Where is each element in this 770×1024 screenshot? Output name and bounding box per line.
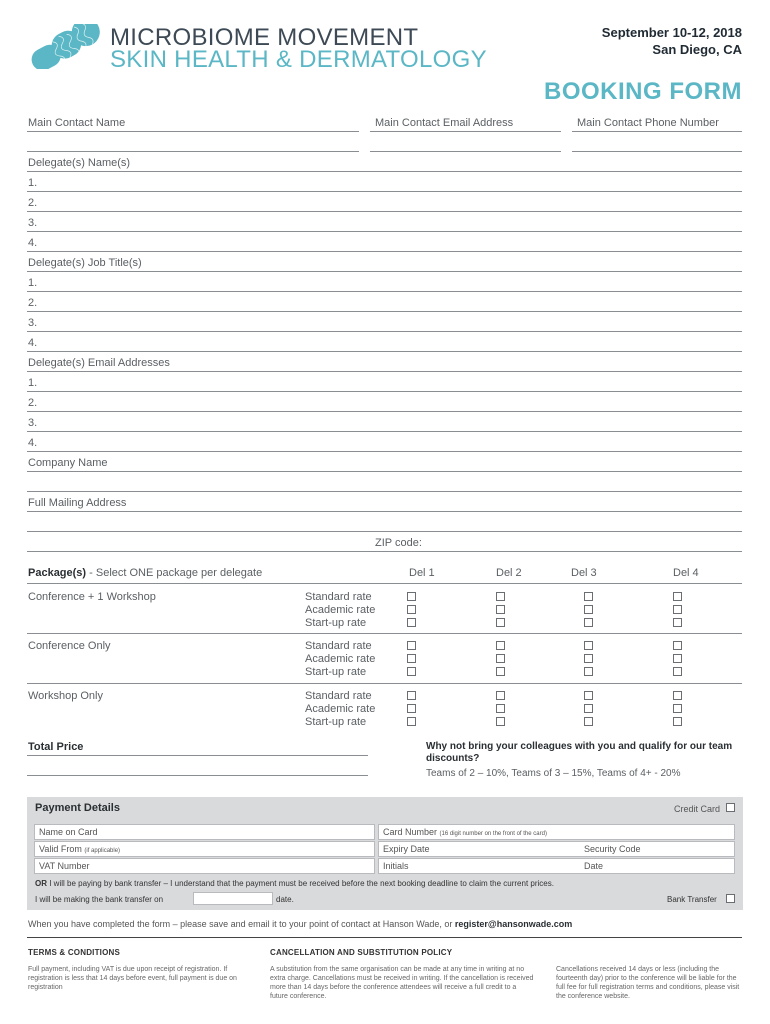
company-name-field[interactable] xyxy=(27,471,742,472)
form-title: BOOKING FORM xyxy=(544,78,742,105)
main-contact-phone-field[interactable] xyxy=(572,151,742,152)
date-label: Date xyxy=(584,861,604,871)
checkbox-g1-standard-del2[interactable] xyxy=(496,592,505,601)
del-2-column: Del 2 xyxy=(496,567,522,579)
delegate-email-2: 2. xyxy=(28,397,38,409)
initials-date-row[interactable] xyxy=(378,858,735,874)
delegate-titles-label: Delegate(s) Job Title(s) xyxy=(28,257,142,269)
delegate-email-field-1[interactable] xyxy=(27,391,742,392)
bank-transfer-date-suffix: date. xyxy=(276,895,294,904)
delegate-name-3: 3. xyxy=(28,217,38,229)
checkbox-g3-standard-del2[interactable] xyxy=(496,691,505,700)
total-price-field[interactable] xyxy=(27,775,368,776)
mailing-address-label: Full Mailing Address xyxy=(28,497,127,509)
main-contact-email-label: Main Contact Email Address xyxy=(375,117,514,129)
checkbox-g2-academic-del4[interactable] xyxy=(673,654,682,663)
register-email-link[interactable]: register@hansonwade.com xyxy=(454,919,573,929)
del-3-column: Del 3 xyxy=(571,567,597,579)
del-4-column: Del 4 xyxy=(673,567,699,579)
checkbox-g2-standard-del4[interactable] xyxy=(673,641,682,650)
terms-heading: TERMS & CONDITIONS xyxy=(28,948,121,957)
package-workshop-only: Workshop Only xyxy=(28,690,103,702)
delegate-title-field-1[interactable] xyxy=(27,291,742,292)
card-number-note: (16 digit number on the front of the card) xyxy=(439,831,547,837)
delegate-name-field-2[interactable] xyxy=(27,211,742,212)
rate-standard: Standard rate xyxy=(305,591,372,603)
zip-code-label: ZIP code: xyxy=(375,537,422,549)
checkbox-g1-academic-del4[interactable] xyxy=(673,605,682,614)
delegate-title-field-2[interactable] xyxy=(27,311,742,312)
rate-startup: Start-up rate xyxy=(305,666,367,678)
checkbox-g2-startup-del2[interactable] xyxy=(496,667,505,676)
delegate-title-3: 3. xyxy=(28,317,38,329)
checkbox-g3-startup-del3[interactable] xyxy=(584,717,593,726)
main-contact-email-field[interactable] xyxy=(370,151,561,152)
event-date-line: September 10-12, 2018 xyxy=(601,25,742,40)
zip-code-field[interactable] xyxy=(27,551,742,552)
delegate-name-2: 2. xyxy=(28,197,38,209)
main-contact-name-label: Main Contact Name xyxy=(28,117,126,129)
delegate-title-field-4[interactable] xyxy=(27,351,742,352)
checkbox-g3-standard-del4[interactable] xyxy=(673,691,682,700)
valid-from-label: Valid From xyxy=(39,844,82,854)
packages-heading xyxy=(28,567,262,580)
bank-transfer-label: Bank Transfer xyxy=(667,895,717,904)
valid-from-note: (if applicable) xyxy=(84,848,121,854)
del-1-column: Del 1 xyxy=(409,567,435,579)
checkbox-g2-academic-del3[interactable] xyxy=(584,654,593,663)
discount-heading: Why not bring your colleagues with you and qualify for our team discounts? xyxy=(426,741,733,764)
checkbox-g1-academic-del2[interactable] xyxy=(496,605,505,614)
delegate-names-label: Delegate(s) Name(s) xyxy=(28,157,131,169)
rate-standard: Standard rate xyxy=(305,640,372,652)
event-date xyxy=(602,24,742,58)
bank-transfer-text: I will be paying by bank transfer – I understand that the payment must be received before the next booking deadline to claim the current prices. xyxy=(47,879,554,888)
package-conference-only: Conference Only xyxy=(28,640,111,652)
checkbox-g3-academic-del3[interactable] xyxy=(584,704,593,713)
policy-heading: CANCELLATION AND SUBSTITUTION POLICY xyxy=(270,948,453,957)
or-label: OR xyxy=(35,879,47,888)
card-number-field[interactable] xyxy=(378,824,735,840)
delegate-name-field-4[interactable] xyxy=(27,251,742,252)
checkbox-g1-startup-del3[interactable] xyxy=(584,618,593,627)
brand-logo xyxy=(26,24,106,69)
expiry-date-label: Expiry Date xyxy=(383,844,430,854)
total-price-label: Total Price xyxy=(28,741,84,753)
credit-card-checkbox[interactable] xyxy=(726,803,735,812)
policy-text-2: Cancellations received 14 days or less (including the fourteenth day) prior to the conference will be liable for the full fee for full registration terms and conditions, please visit the conference website. xyxy=(556,966,740,1000)
delegate-email-4: 4. xyxy=(28,437,38,449)
main-contact-phone-label: Main Contact Phone Number xyxy=(577,117,719,129)
checkbox-g1-startup-del2[interactable] xyxy=(496,618,505,627)
rate-academic: Academic rate xyxy=(305,703,376,715)
checkbox-g3-academic-del1[interactable] xyxy=(407,704,416,713)
delegate-name-field-3[interactable] xyxy=(27,231,742,232)
rate-standard: Standard rate xyxy=(305,690,372,702)
rate-academic: Academic rate xyxy=(305,604,376,616)
rate-startup: Start-up rate xyxy=(305,716,367,728)
submit-instructions xyxy=(28,919,572,929)
packages-heading-rest: - Select ONE package per delegate xyxy=(86,567,263,579)
checkbox-g3-standard-del1[interactable] xyxy=(407,691,416,700)
checkbox-g2-startup-del3[interactable] xyxy=(584,667,593,676)
valid-from-field[interactable] xyxy=(34,841,375,857)
checkbox-g2-startup-del1[interactable] xyxy=(407,667,416,676)
checkbox-g3-academic-del2[interactable] xyxy=(496,704,505,713)
delegate-title-1: 1. xyxy=(28,277,38,289)
bank-transfer-statement xyxy=(35,879,554,888)
policy-text-1: A substitution from the same organisation can be made at any time in writing at no extra charge. Cancellations must be received in writing. If the cancellation is received more than 14 days before the conference attendees will receive a full credit to a future conference. xyxy=(270,966,534,1000)
delegate-email-3: 3. xyxy=(28,417,38,429)
main-contact-name-field[interactable] xyxy=(27,151,359,152)
name-on-card-label: Name on Card xyxy=(39,827,98,837)
brand-line-1: MICROBIOME MOVEMENT xyxy=(110,24,419,51)
checkbox-g1-academic-del1[interactable] xyxy=(407,605,416,614)
rate-academic: Academic rate xyxy=(305,653,376,665)
checkbox-g3-startup-del1[interactable] xyxy=(407,717,416,726)
name-on-card-field[interactable] xyxy=(34,824,375,840)
checkbox-g1-standard-del3[interactable] xyxy=(584,592,593,601)
delegate-email-field-3[interactable] xyxy=(27,431,742,432)
checkbox-g2-startup-del4[interactable] xyxy=(673,667,682,676)
checkbox-g3-academic-del4[interactable] xyxy=(673,704,682,713)
vat-number-field[interactable] xyxy=(34,858,375,874)
checkbox-g3-startup-del4[interactable] xyxy=(673,717,682,726)
checkbox-g2-standard-del2[interactable] xyxy=(496,641,505,650)
card-number-label: Card Number xyxy=(383,827,438,837)
brand-line-2: SKIN HEALTH & DERMATOLOGY xyxy=(110,46,487,73)
company-name-label: Company Name xyxy=(28,457,108,469)
expiry-security-row[interactable] xyxy=(378,841,735,857)
delegate-title-2: 2. xyxy=(28,297,38,309)
bank-transfer-date-field[interactable] xyxy=(193,892,273,905)
initials-label: Initials xyxy=(383,861,409,871)
checkbox-g1-startup-del1[interactable] xyxy=(407,618,416,627)
terms-text: Full payment, including VAT is due upon receipt of registration. If registration is less that 14 days before event, full payment is due on registration xyxy=(28,966,237,991)
checkbox-g2-standard-del3[interactable] xyxy=(584,641,593,650)
delegate-email-field-4[interactable] xyxy=(27,451,742,452)
checkbox-g1-academic-del3[interactable] xyxy=(584,605,593,614)
bank-transfer-on-label: I will be making the bank transfer on xyxy=(35,895,164,904)
package-conference-workshop: Conference + 1 Workshop xyxy=(28,591,156,603)
mailing-address-field[interactable] xyxy=(27,511,742,512)
checkbox-g2-standard-del1[interactable] xyxy=(407,641,416,650)
credit-card-label: Credit Card xyxy=(674,804,721,814)
checkbox-g1-standard-del1[interactable] xyxy=(407,592,416,601)
delegate-email-1: 1. xyxy=(28,377,38,389)
checkbox-g2-academic-del1[interactable] xyxy=(407,654,416,663)
submit-text: When you have completed the form – please save and email it to your point of contact at Hanson Wade, or xyxy=(28,919,455,929)
packages-heading-bold: Package(s) xyxy=(28,567,87,579)
rate-startup: Start-up rate xyxy=(305,617,367,629)
event-location: San Diego, CA xyxy=(652,42,742,57)
checkbox-g1-startup-del4[interactable] xyxy=(673,618,682,627)
delegate-email-field-2[interactable] xyxy=(27,411,742,412)
vat-number-label: VAT Number xyxy=(39,861,90,871)
delegate-title-4: 4. xyxy=(28,337,38,349)
payment-details-heading: Payment Details xyxy=(35,802,120,814)
delegate-name-1: 1. xyxy=(28,177,38,189)
delegate-name-4: 4. xyxy=(28,237,38,249)
discount-text: Teams of 2 – 10%, Teams of 3 – 15%, Teams of 4+ - 20% xyxy=(426,768,681,779)
delegate-emails-label: Delegate(s) Email Addresses xyxy=(28,357,170,369)
delegate-name-field-1[interactable] xyxy=(27,191,742,192)
delegate-title-field-3[interactable] xyxy=(27,331,742,332)
security-code-label: Security Code xyxy=(584,844,641,854)
checkbox-g1-standard-del4[interactable] xyxy=(673,592,682,601)
checkbox-g3-standard-del3[interactable] xyxy=(584,691,593,700)
checkbox-g3-startup-del2[interactable] xyxy=(496,717,505,726)
checkbox-g2-academic-del2[interactable] xyxy=(496,654,505,663)
microbiome-logo-icon xyxy=(26,24,106,69)
bank-transfer-checkbox[interactable] xyxy=(726,894,735,903)
